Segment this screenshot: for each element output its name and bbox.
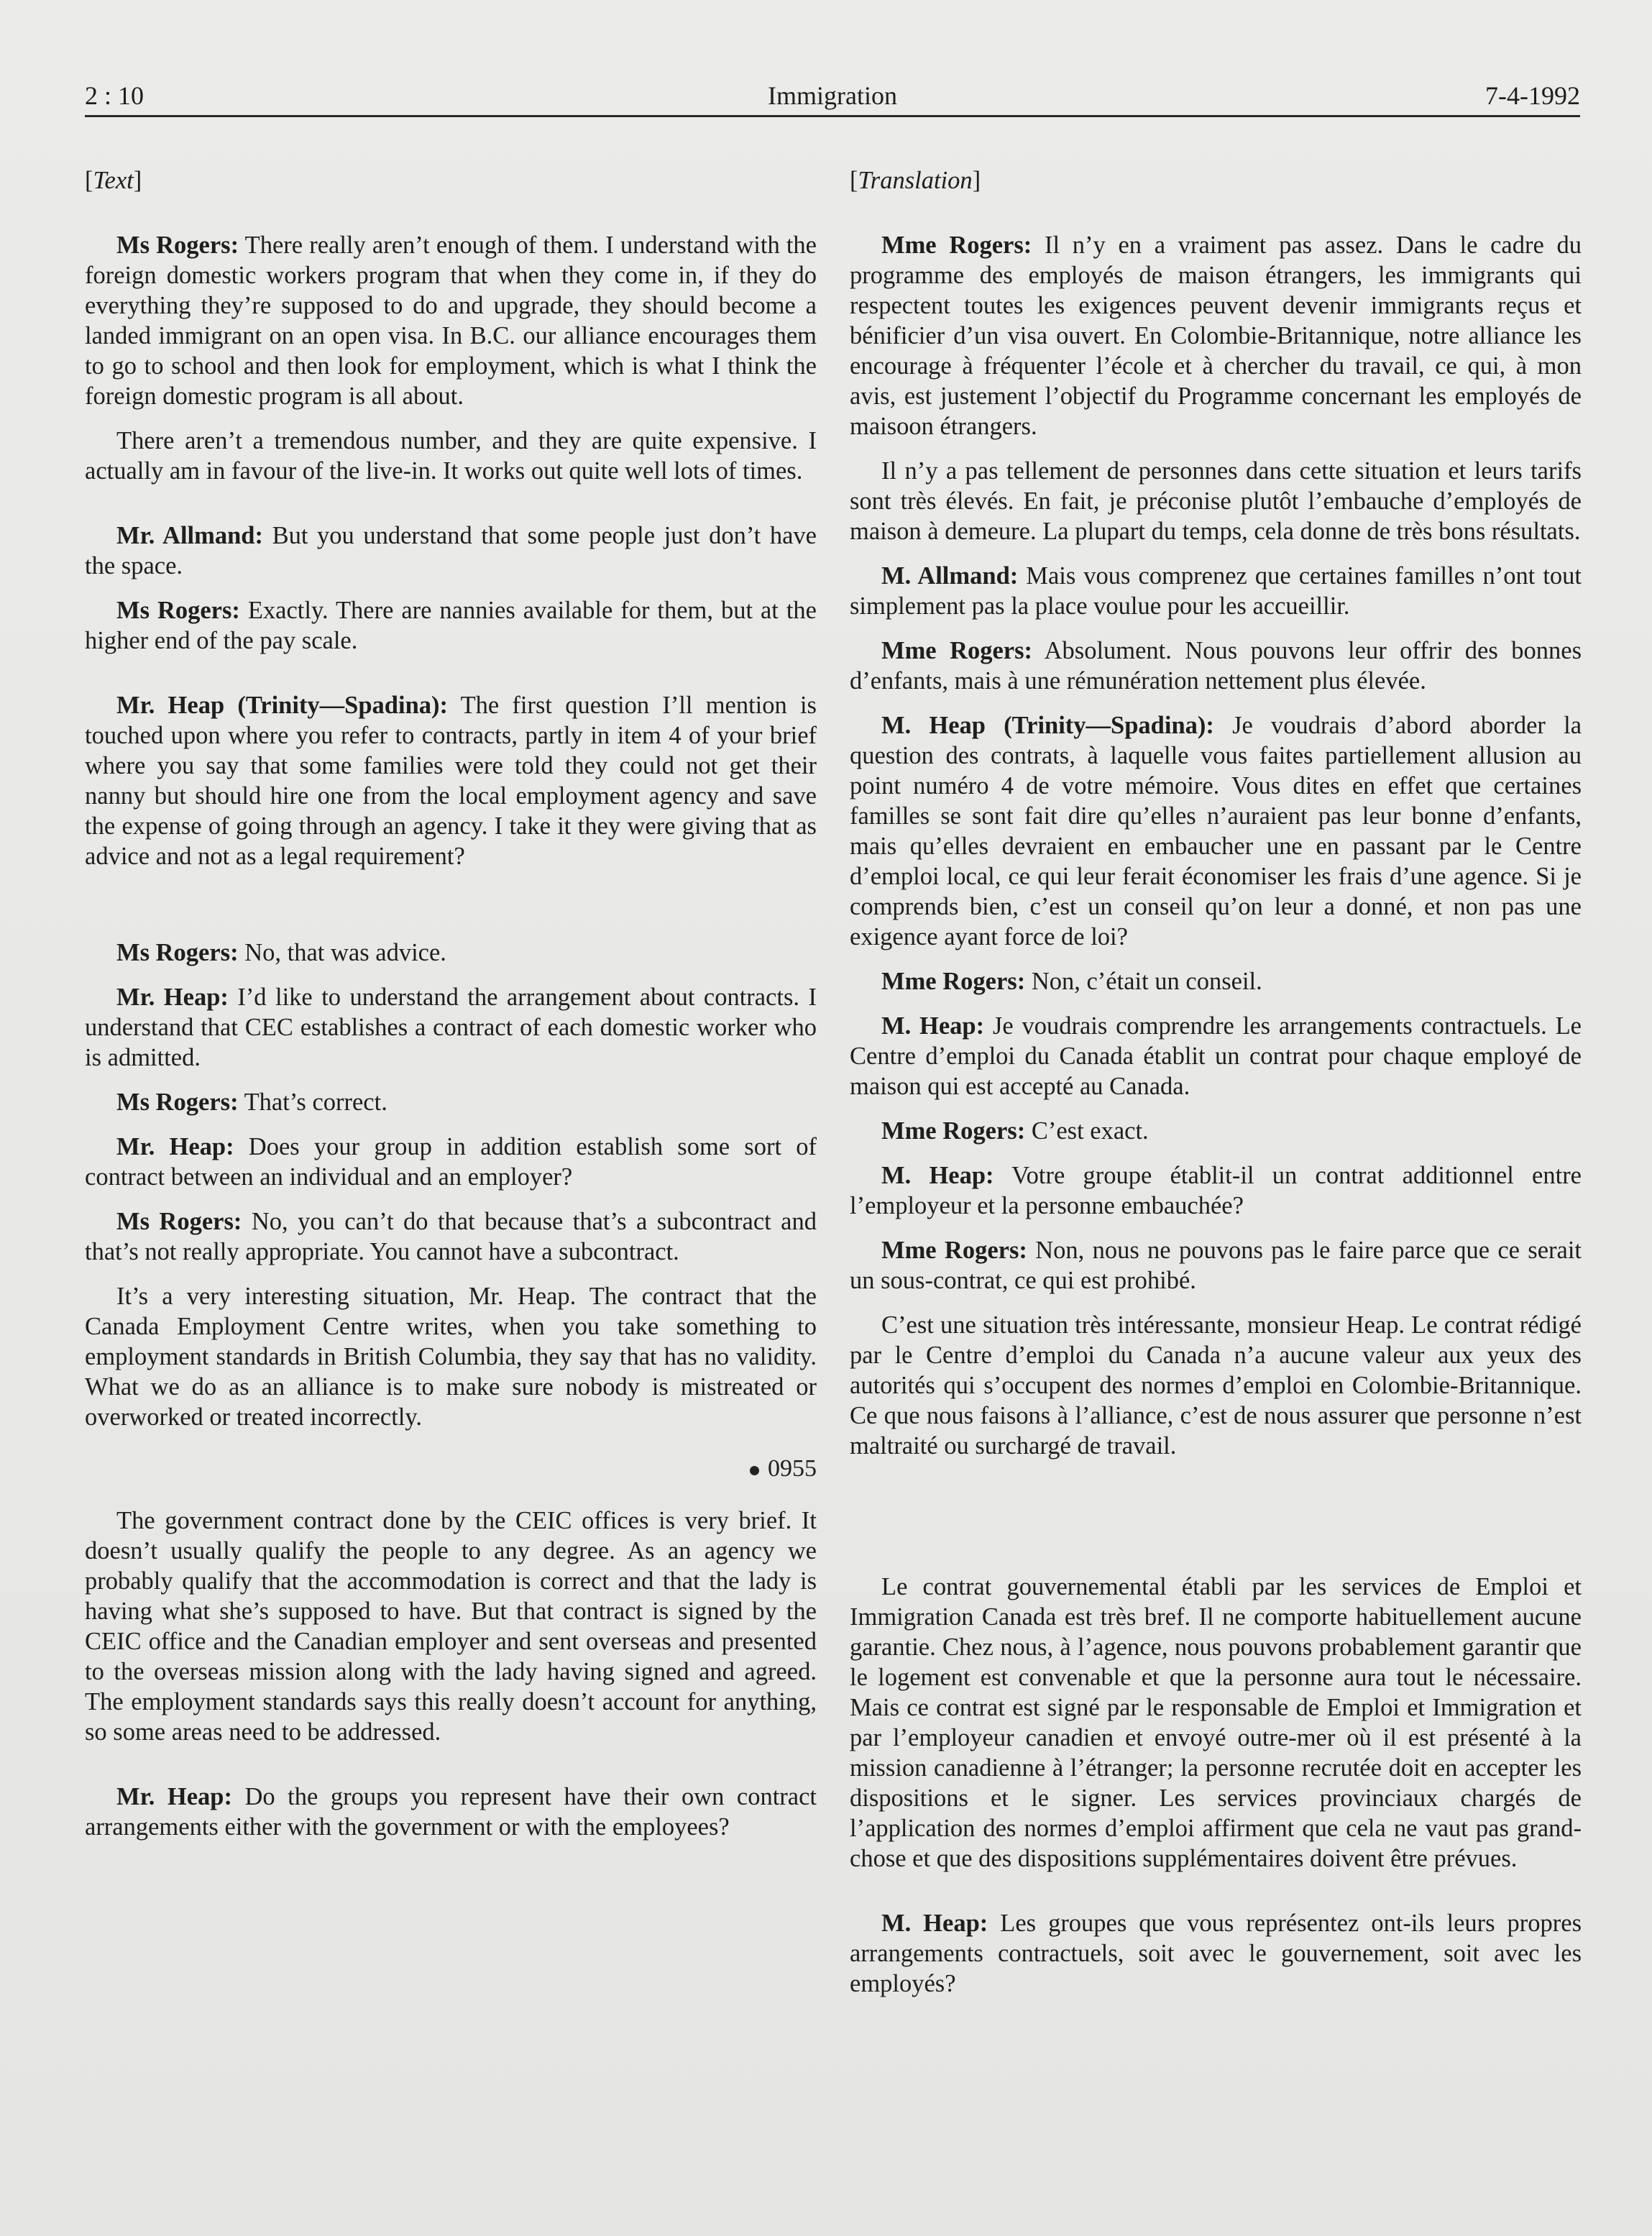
speech-text: No, you can’t do that because that’s a subcontract and that’s not really appropriate. You cannot have a subcontract. [85, 1208, 817, 1265]
paragraph [850, 230, 1582, 441]
speech-text: C’est exact. [1025, 1117, 1149, 1145]
publication-title: Immigration [768, 81, 897, 110]
speech-text: Les groupes que vous représentez ont-ils leurs propres arrangements contractuels, soit avec le gouvernement, soit avec les employés? [850, 1910, 1582, 1997]
speech-text: Non, c’était un conseil. [1025, 968, 1262, 995]
paragraph [85, 1206, 817, 1267]
paragraph [85, 1782, 817, 1842]
french-column [850, 165, 1582, 2013]
paragraph: There aren’t a tremendous number, and they are quite expensive. I actually am in favour of the live-in. It works out quite well lots of times. [85, 427, 817, 485]
spacer [85, 886, 817, 938]
paragraph: The government contract done by the CEIC offices is very brief. It doesn’t usually qualify the people to any degree. As an agency we probably qualify that the accommodation is correct and that the lady is having what she’s supposed to have. But that contract is signed by the CEIC office and the Canadian employer and sent overseas and presented to the overseas mission along with the lady having signed and agreed. The employment standards says this really doesn’t account for anything, so some areas need to be addressed. [85, 1507, 817, 1746]
speaker-name: Mr. Allmand: [116, 522, 263, 549]
speaker-name: M. Heap: [881, 1012, 985, 1040]
speaker-name: M. Heap (Trinity—Spadina): [881, 712, 1214, 739]
speech-text: But you understand that some people just don’t have the space. [85, 522, 817, 579]
language-label-translation: [ Translation ] [850, 165, 1582, 196]
speech-text: Il n’y en a vraiment pas assez. Dans le cadre du programme des employés de maison étrangers, les immigrants qui respectent toutes les exigences peuvent devenir immigrants reçus et bénificier d’un visa ouvert. En Colombie-Britannique, notre alliance les encourage à fréquenter l’école et à chercher du travail, ce qui, à mon avis, est justement l’objectif du Programme concernant les employés de maisoon étrangers. [850, 232, 1582, 440]
header-rule [85, 115, 1580, 117]
spacer [850, 1475, 1582, 1572]
speaker-name: Mme Rogers: [881, 232, 1032, 259]
time-marker-text: 0955 [768, 1455, 817, 1482]
paragraph [85, 521, 817, 581]
speech-text: Votre groupe établit-il un contrat additionnel entre l’employeur et la personne embauchée? [850, 1162, 1582, 1219]
speaker-name: Mr. Heap: [116, 1783, 232, 1810]
paragraph [85, 938, 817, 968]
paragraph: Le contrat gouvernemental établi par les services de Emploi et Immigration Canada est très bref. Il ne comporte habituellement aucune garantie. Chez nous, à l’agence, nous pouvons probablement garantir que le logement est convenable et que la personne aura tout le nécessaire. Mais ce contrat est signé par le responsable de Emploi et Immigration et par l’employeur canadien et envoyé outre-mer où il est présenté à la mission canadienne à l’étranger; la personne recrutée doit en accepter les dispositions et le signer. Les services provinciaux chargés de l’application des normes d’emploi affirment que cela ne vaut pas grand-chose et que des dispositions supplémentaires doivent être prévues. [850, 1573, 1582, 1872]
paragraph [85, 230, 817, 411]
page-number: 2 : 10 [85, 81, 144, 110]
speaker-name: Mme Rogers: [881, 968, 1026, 995]
speaker-name: M. Allmand: [881, 562, 1019, 590]
paragraph [850, 636, 1582, 696]
paragraph [850, 1160, 1582, 1221]
paragraph [850, 1235, 1582, 1296]
speech-text: There really aren’t enough of them. I understand with the foreign domestic workers program that when they come in, if they do everything they’re supposed to do and upgrade, they should become a landed immigrant on an open visa. In B.C. our alliance encourages them to go to school and then look for employment, which is what I think the foreign domestic program is all about. [85, 232, 817, 410]
speech-text: Does your group in addition establish some sort of contract between an individual and an employer? [85, 1133, 817, 1191]
paragraph: It’s a very interesting situation, Mr. Heap. The contract that the Canada Employment Centre writes, when you take something to employment standards in British Columbia, they say that has no validity. What we do as an alliance is to make sure nobody is mistreated or overworked or treated incorrectly. [85, 1283, 817, 1431]
speaker-name: Ms Rogers: [116, 939, 239, 966]
paragraph [850, 710, 1582, 952]
speaker-name: Ms Rogers: [116, 1208, 242, 1235]
paragraph: Il n’y a pas tellement de personnes dans cette situation et leurs tarifs sont très élevés. En fait, je préconise plutôt l’embauche d’employés de maison à demeure. La plupart du temps, cela donne de très bons résultats. [850, 457, 1582, 545]
speaker-name: Mr. Heap (Trinity—Spadina): [116, 692, 448, 719]
speech-text: The first question I’ll mention is touched upon where you refer to contracts, partly in item 4 of your brief where you say that some families were told they could not get their nanny but should hire one from the local employment agency and save the expense of going through an agency. I take it they were giving that as advice and not as a legal requirement? [85, 692, 817, 870]
paragraph [85, 595, 817, 656]
speech-text: That’s correct. [238, 1089, 387, 1116]
english-column [85, 165, 817, 1856]
paragraph [850, 966, 1582, 996]
paragraph [85, 690, 817, 871]
time-marker [85, 1454, 817, 1484]
running-header [85, 78, 1580, 114]
publication-date: 7-4-1992 [1485, 81, 1580, 110]
speech-text: Je voudrais d’abord aborder la question des contrats, à laquelle vous faites partiellement allusion au point numéro 4 de votre mémoire. Vous dites en effet que certaines familles se sont fait dire qu’elles n’auraient pas leur bonne d’enfants, mais qu’elles devraient en embaucher une en passant par le Centre d’emploi local, ce qui leur ferait économiser les frais d’une agence. Si je comprends bien, c’est un conseil qu’on leur a donné, et non pas une exigence ayant force de loi? [850, 712, 1582, 950]
speaker-name: Ms Rogers: [116, 597, 240, 624]
paragraph [85, 1087, 817, 1117]
speaker-name: Ms Rogers: [116, 232, 239, 259]
paragraph [850, 1011, 1582, 1101]
speech-text: Non, nous ne pouvons pas le faire parce que ce serait un sous-contrat, ce qui est prohibé. [850, 1237, 1582, 1294]
paragraph: C’est une situation très intéressante, monsieur Heap. Le contrat rédigé par le Centre d’emploi du Canada n’a aucune valeur aux yeux des autorités qui s’occupent des normes d’emploi en Colombie-Britannique. Ce que nous faisons à l’alliance, c’est de nous assurer que personne n’est maltraité ou surchargé de travail. [850, 1311, 1582, 1460]
speech-text: I’d like to understand the arrangement about contracts. I understand that CEC establishes a contract of each domestic worker who is admitted. [85, 984, 817, 1071]
paragraph [85, 982, 817, 1073]
speech-text: Absolument. Nous pouvons leur offrir des bonnes d’enfants, mais à une rémunération nettement plus élevée. [850, 637, 1582, 695]
speaker-name: Mme Rogers: [881, 1237, 1027, 1264]
paragraph [85, 1132, 817, 1192]
speech-text: Mais vous comprenez que certaines familles n’ont tout simplement pas la place voulue pour les accueillir. [850, 562, 1582, 620]
speaker-name: Mme Rogers: [881, 1117, 1026, 1145]
speaker-name: Mr. Heap: [116, 984, 229, 1011]
speech-text: Je voudrais comprendre les arrangements contractuels. Le Centre d’emploi du Canada établit un contrat pour chaque employé de maison qui est accepté au Canada. [850, 1012, 1582, 1100]
speaker-name: Ms Rogers: [116, 1089, 239, 1116]
bullet-icon [750, 1466, 759, 1475]
speech-text: Do the groups you represent have their own contract arrangements either with the government or with the employees? [85, 1783, 817, 1841]
speaker-name: Mme Rogers: [881, 637, 1033, 664]
speaker-name: M. Heap: [881, 1910, 988, 1937]
speech-text: No, that was advice. [238, 939, 446, 966]
paragraph [850, 1116, 1582, 1146]
speaker-name: Mr. Heap: [116, 1133, 234, 1160]
paragraph [850, 1908, 1582, 1999]
language-label-text: [ Text ] [85, 165, 817, 196]
paragraph [850, 561, 1582, 621]
speech-text: Exactly. There are nannies available for them, but at the higher end of the pay scale. [85, 597, 817, 654]
speaker-name: M. Heap: [881, 1162, 994, 1189]
